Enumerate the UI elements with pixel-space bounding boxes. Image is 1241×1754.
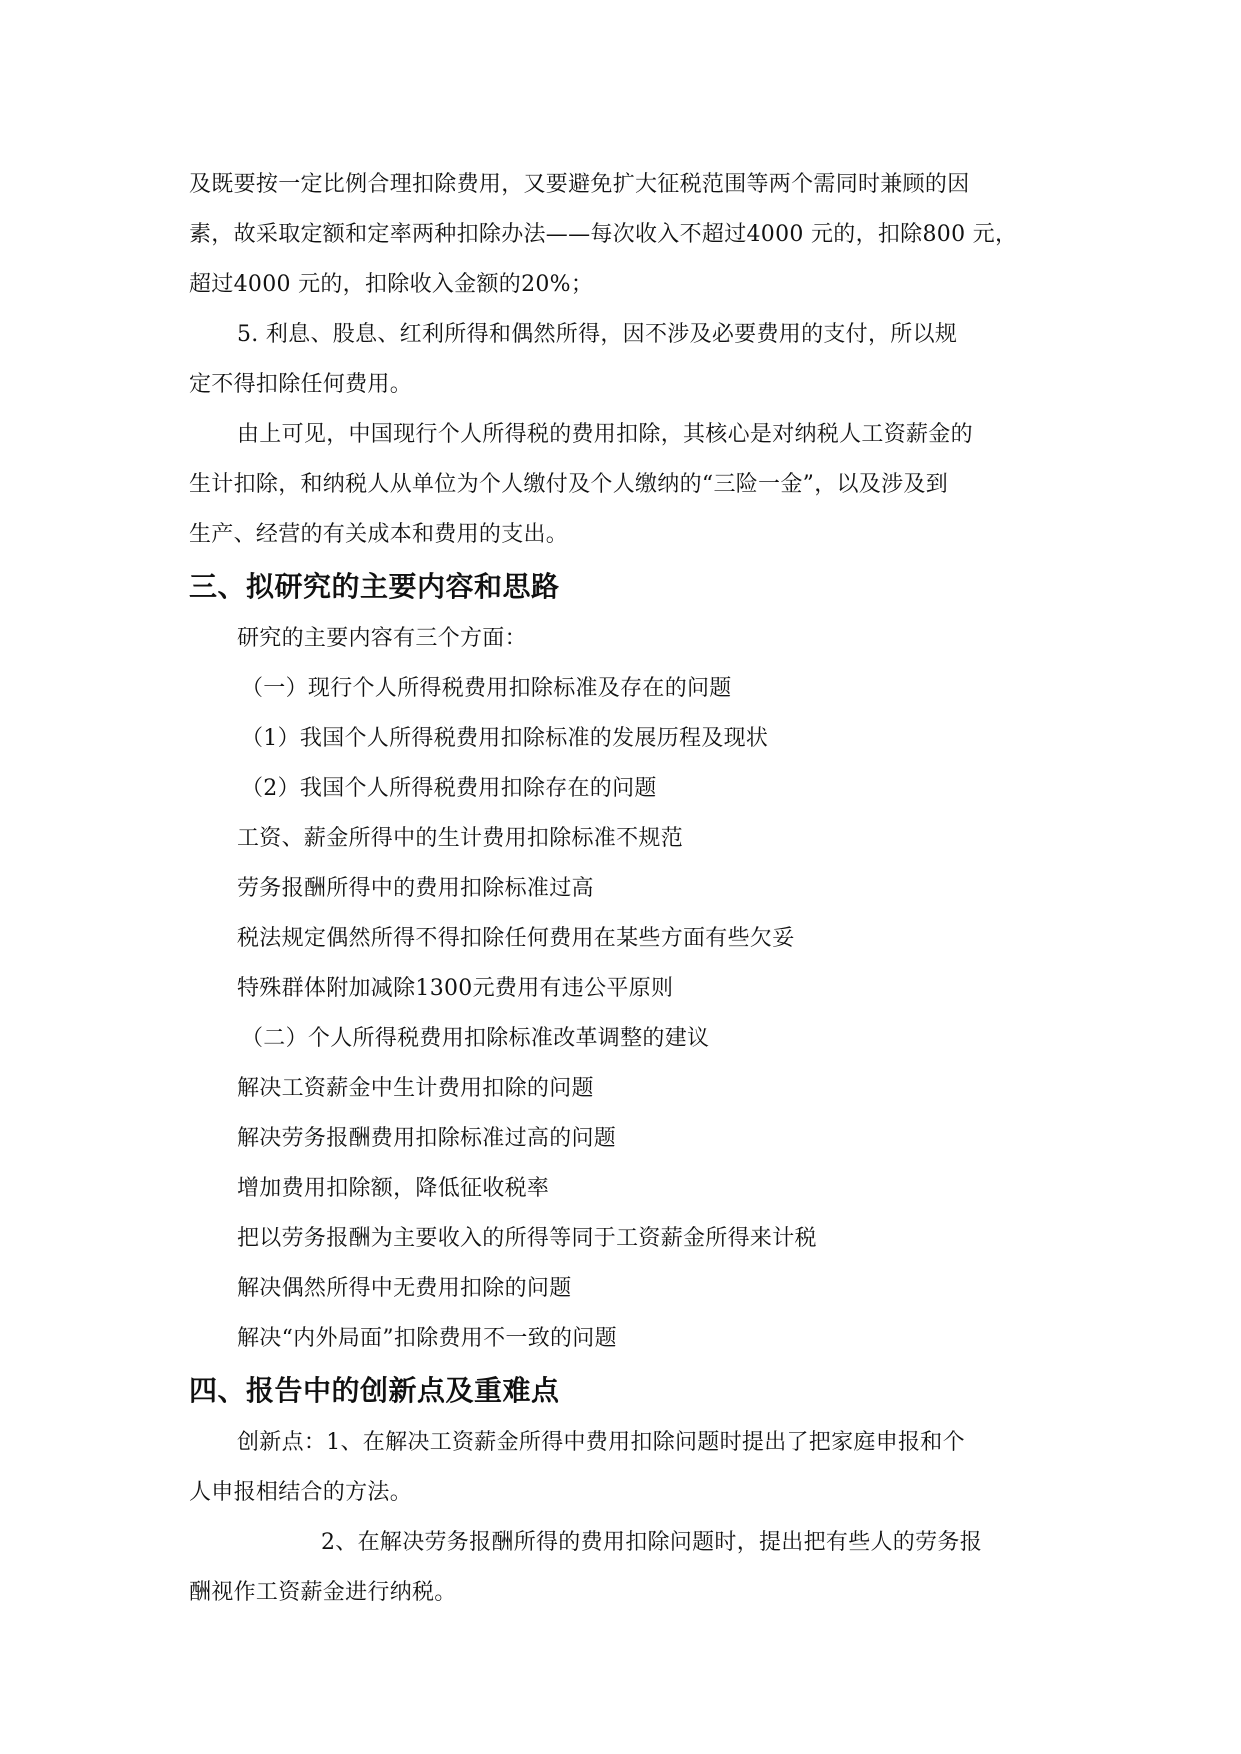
part-1-title: （一）现行个人所得税费用扣除标准及存在的问题 <box>241 676 732 701</box>
list-item: 把以劳务报酬为主要收入的所得等同于工资薪金所得来计税 <box>237 1226 817 1251</box>
list-item: 工资、薪金所得中的生计费用扣除标准不规范 <box>237 826 684 851</box>
list-item: 解决劳务报酬费用扣除标准过高的问题 <box>237 1126 617 1151</box>
paragraph-line: 5. 利息、股息、红利所得和偶然所得，因不涉及必要费用的支付，所以规 <box>237 322 958 347</box>
paragraph-line: 2、在解决劳务报酬所得的费用扣除问题时，提出把有些人的劳务报 <box>321 1530 982 1555</box>
list-item: 解决工资薪金中生计费用扣除的问题 <box>237 1076 594 1101</box>
suggestions-list <box>189 1064 1069 1364</box>
innovation-2 <box>189 1518 1069 1618</box>
paragraph-line: 酬视作工资薪金进行纳税。 <box>189 1580 457 1605</box>
section-3-heading: 三、拟研究的主要内容和思路 <box>189 570 560 603</box>
list-item: 解决偶然所得中无费用扣除的问题 <box>237 1276 572 1301</box>
sub-item-1: （1）我国个人所得税费用扣除标准的发展历程及现状 <box>241 726 769 751</box>
paragraph-line: 创新点：1、在解决工资薪金所得中费用扣除问题时提出了把家庭申报和个 <box>237 1430 965 1455</box>
list-item: 税法规定偶然所得不得扣除任何费用在某些方面有些欠妥 <box>237 926 795 951</box>
list-item: 特殊群体附加减除1300元费用有违公平原则 <box>237 976 674 1001</box>
section-3 <box>189 560 1069 1364</box>
paragraph-line: 素，故采取定额和定率两种扣除办法——每次收入不超过4000 元的，扣除800 元， <box>189 222 1018 247</box>
paragraph-line: 生产、经营的有关成本和费用的支出。 <box>189 522 569 547</box>
paragraph-line: 人申报相结合的方法。 <box>189 1480 413 1505</box>
summary-paragraph <box>189 410 1069 560</box>
innovation-1 <box>189 1418 1069 1518</box>
paragraph-line: 生计扣除，和纳税人从单位为个人缴付及个人缴纳的“三险一金”，以及涉及到 <box>189 472 948 497</box>
intro-paragraph <box>189 160 1069 310</box>
section-4-heading: 四、报告中的创新点及重难点 <box>189 1374 560 1407</box>
part-2-title: （二）个人所得税费用扣除标准改革调整的建议 <box>241 1026 710 1051</box>
list-item: 增加费用扣除额，降低征收税率 <box>237 1176 550 1201</box>
problems-list <box>189 814 1069 1014</box>
section-4 <box>189 1364 1069 1618</box>
sub-item-2: （2）我国个人所得税费用扣除存在的问题 <box>241 776 657 801</box>
list-item: 解决“内外局面”扣除费用不一致的问题 <box>237 1326 617 1351</box>
section-3-intro: 研究的主要内容有三个方面： <box>237 626 527 651</box>
list-item: 劳务报酬所得中的费用扣除标准过高 <box>237 876 594 901</box>
paragraph-line: 及既要按一定比例合理扣除费用，又要避免扩大征税范围等两个需同时兼顾的因 <box>189 172 970 197</box>
item-5-paragraph <box>189 310 1069 410</box>
paragraph-line: 超过4000 元的，扣除收入金额的20%； <box>189 272 594 297</box>
document-page <box>189 160 1069 1618</box>
paragraph-line: 由上可见，中国现行个人所得税的费用扣除，其核心是对纳税人工资薪金的 <box>237 422 973 447</box>
paragraph-line: 定不得扣除任何费用。 <box>189 372 413 397</box>
